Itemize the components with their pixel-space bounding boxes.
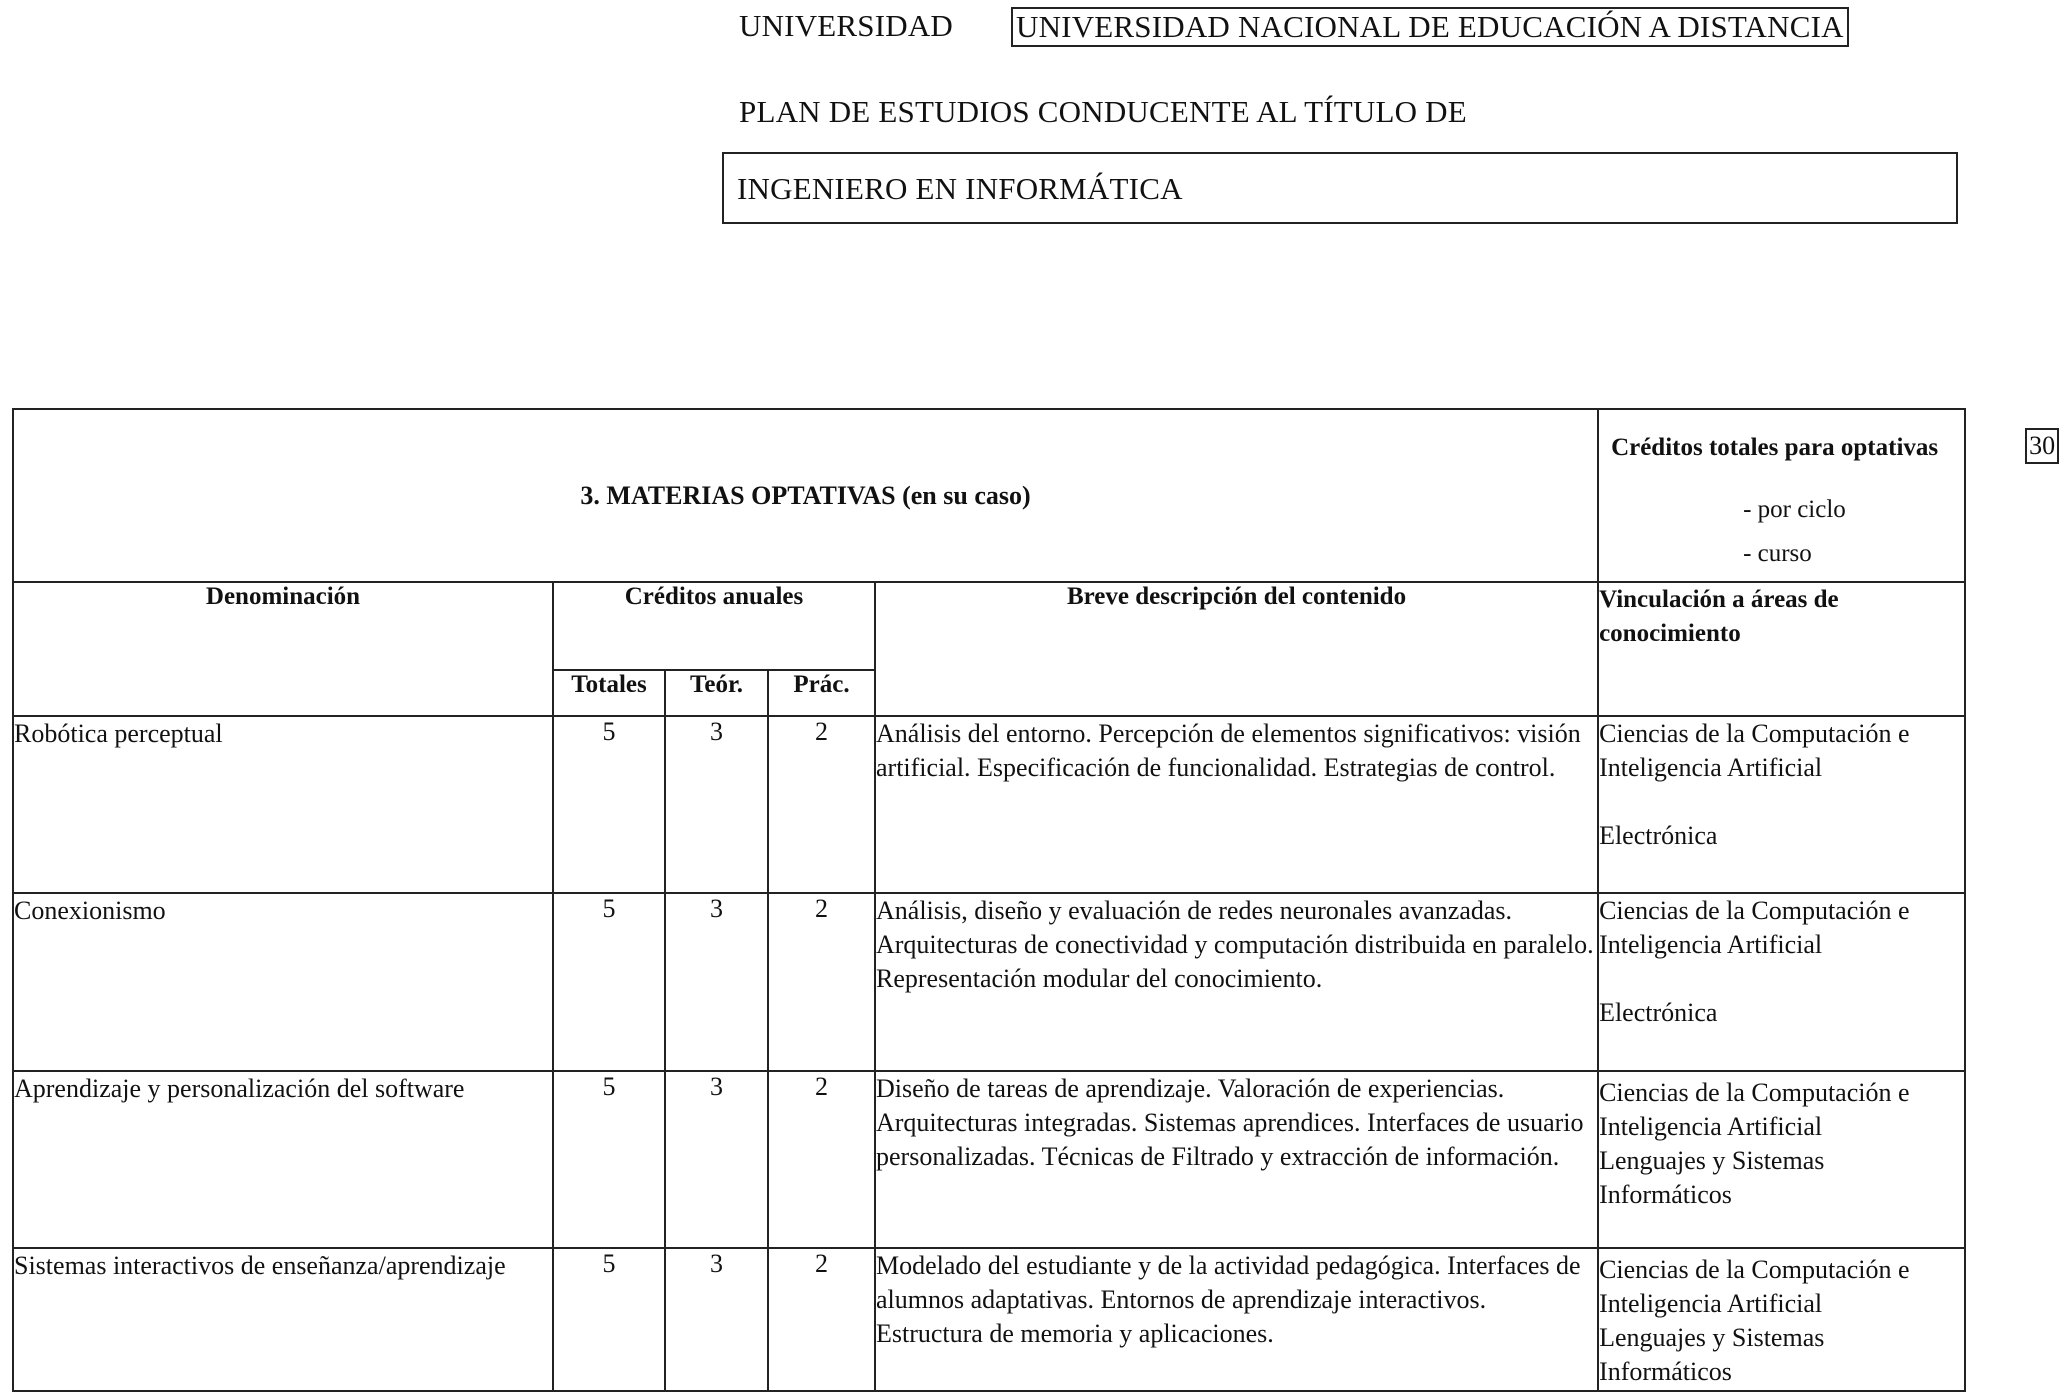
area-item: Inteligencia Artificial <box>1599 753 1823 782</box>
area-item: Inteligencia Artificial <box>1599 930 1823 959</box>
credits-totales: 5 <box>553 1071 665 1248</box>
area-item: Inteligencia Artificial <box>1599 1289 1823 1318</box>
column-header-row <box>13 582 1965 670</box>
total-credits-value: 30 <box>2025 428 2059 464</box>
area-item: Ciencias de la Computación e <box>1599 1255 1910 1284</box>
col-header-areas: Vinculación a áreas de conocimiento <box>1598 582 1965 716</box>
area-item: Ciencias de la Computación e <box>1599 719 1910 748</box>
subject-description: Diseño de tareas de aprendizaje. Valoración de experiencias. Arquitecturas integradas. Sistemas aprendices. Interfaces de usuario personalizadas. Técnicas de Filtrado y extracción de información. <box>875 1071 1598 1248</box>
credits-teor: 3 <box>665 1248 768 1391</box>
section-header-row <box>13 409 1965 582</box>
area-item: Ciencias de la Computación e <box>1599 1078 1910 1107</box>
subject-name: Sistemas interactivos de enseñanza/aprendizaje <box>13 1248 553 1391</box>
knowledge-areas <box>1598 893 1965 1071</box>
credits-prac: 2 <box>768 1071 875 1248</box>
subject-name: Aprendizaje y personalización del software <box>13 1071 553 1248</box>
area-item: Informáticos <box>1599 1357 1732 1386</box>
per-cycle-label: - por ciclo <box>1743 496 1846 523</box>
credits-teor: 3 <box>665 716 768 893</box>
degree-title-box: INGENIERO EN INFORMÁTICA <box>722 152 1958 224</box>
optional-subjects-table <box>12 408 2056 1392</box>
subject-description: Modelado del estudiante y de la actividad pedagógica. Interfaces de alumnos adaptativas. Entornos de aprendizaje interactivos. Estructura de memoria y aplicaciones. <box>875 1248 1598 1391</box>
section-title: 3. MATERIAS OPTATIVAS (en su caso) <box>13 409 1598 582</box>
credits-prac: 2 <box>768 893 875 1071</box>
subject-description: Análisis del entorno. Percepción de elementos significativos: visión artificial. Especificación de funcionalidad. Estrategias de control. <box>875 716 1598 893</box>
col-header-prac: Prác. <box>768 670 875 716</box>
total-credits-label: Créditos totales para optativas <box>1611 434 1939 461</box>
col-header-totales: Totales <box>553 670 665 716</box>
per-course-label: - curso <box>1743 540 1812 567</box>
plan-label: PLAN DE ESTUDIOS CONDUCENTE AL TÍTULO DE <box>739 94 1467 129</box>
area-item: Lenguajes y Sistemas <box>1599 1146 1825 1175</box>
area-item: Lenguajes y Sistemas <box>1599 1323 1825 1352</box>
table-row <box>13 1071 1965 1248</box>
subject-name: Robótica perceptual <box>13 716 553 893</box>
university-name-box: UNIVERSIDAD NACIONAL DE EDUCACIÓN A DISTANCIA <box>1011 7 1849 47</box>
area-item: Ciencias de la Computación e <box>1599 896 1910 925</box>
credits-totales: 5 <box>553 893 665 1071</box>
area-spacer <box>1599 962 1964 996</box>
credits-prac: 2 <box>768 716 875 893</box>
subject-description: Análisis, diseño y evaluación de redes neuronales avanzadas. Arquitecturas de conectividad y computación distribuida en paralelo. Representación modular del conocimiento. <box>875 893 1598 1071</box>
credits-summary <box>1598 409 2056 582</box>
col-header-name: Denominación <box>13 582 553 716</box>
knowledge-areas <box>1598 716 1965 893</box>
credits-totales: 5 <box>553 1248 665 1391</box>
table-row <box>13 1248 1965 1391</box>
col-header-description: Breve descripción del contenido <box>875 582 1598 716</box>
area-item: Electrónica <box>1599 998 1718 1027</box>
table-row <box>13 893 1965 1071</box>
credits-teor: 3 <box>665 1071 768 1248</box>
university-label: UNIVERSIDAD <box>739 8 954 43</box>
col-header-credits: Créditos anuales <box>553 582 875 670</box>
credits-teor: 3 <box>665 893 768 1071</box>
area-item: Informáticos <box>1599 1180 1732 1209</box>
table-row <box>13 716 1965 893</box>
area-item: Electrónica <box>1599 821 1718 850</box>
knowledge-areas <box>1598 1248 1965 1391</box>
area-item: Inteligencia Artificial <box>1599 1112 1823 1141</box>
area-spacer <box>1599 785 1964 819</box>
credits-totales: 5 <box>553 716 665 893</box>
col-header-teor: Teór. <box>665 670 768 716</box>
credits-prac: 2 <box>768 1248 875 1391</box>
subject-name: Conexionismo <box>13 893 553 1071</box>
knowledge-areas <box>1598 1071 1965 1248</box>
